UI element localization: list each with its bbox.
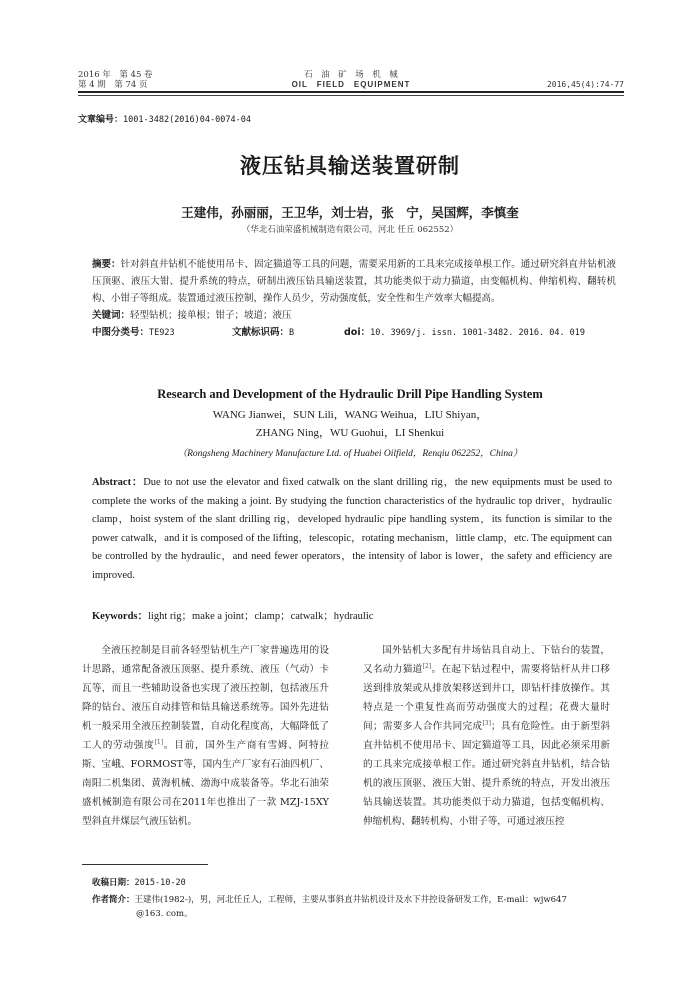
author-list-en-line1: WANG Jianwei，SUN Lili，WANG Weihua，LIU Shiyan， bbox=[212, 409, 488, 421]
author-list-en bbox=[0, 406, 700, 442]
body-right-text-1: 国外钻机大多配有井场钻具自动上、下钻台的装置，又名动力猫道 bbox=[363, 645, 610, 675]
abstract-cn-label: 摘要： bbox=[92, 259, 121, 270]
body-column-left bbox=[82, 641, 329, 831]
affiliation-en: （Rongsheng Machinery Manufacture Ltd. of Huabei Oilfield，Renqiu 062252，China） bbox=[177, 449, 523, 459]
affiliation: （华北石油荣盛机械制造有限公司，河北 任丘 062552） bbox=[241, 225, 459, 235]
body-right-text-3: ；具有危险性。由于新型斜直井钻机不使用吊卡、固定猫道等工具，因此必须采用新的工具来完成接单根工作。通过研究斜直井钻机，结合钻机的液压顶驱、液压大钳、提升系统的特点，开发出液压钻具输送装置。其功能类似于动力猫道，包括变幅机构、伸缩机构、翻转机构、小钳子等，可通过液压控 bbox=[363, 721, 611, 827]
abstract-cn bbox=[92, 256, 616, 307]
author-email-tail: @163. com。 bbox=[136, 909, 193, 919]
body-left-text-1: 全液压控制是目前各轻型钻机生产厂家普遍选用的设计思路，通常配备液压顶驱、提升系统、液压（气动）卡瓦等，而且一些辅助设备也实现了液压控制，包括液压升降的钻台、液压自动排管和钻具输送系统等。国外先进钻机一般采用全液压控制装置，自动化程度高，大幅降低了工人的劳动强度 bbox=[82, 645, 329, 751]
running-header bbox=[78, 70, 624, 92]
doc-code-label: 文献标识码： bbox=[232, 327, 290, 338]
citation-ref-1: [1] bbox=[154, 738, 164, 746]
header-journal-name bbox=[78, 70, 624, 90]
body-right-text-2: 。在起下钻过程中，需要将钻杆从井口移送到排放架或从排放架移送到井口，即钻杆排放操作。其特点是一个重复性高而劳动强度大的过程；花费大量时间；需要多人合作共同完成 bbox=[363, 664, 610, 732]
header-year-volume: 2016 年 第 45 卷 bbox=[78, 70, 153, 80]
abstract-cn-text: 针对斜直井钻机不能使用吊卡、固定猫道等工具的问题，需要采用新的工具来完成接单根工作。通过研究斜直井钻机液压顶驱、液压大钳、提升系统的特点，研制出液压钻具输送装置，其功能类似于动力猫道，由变幅机构、伸缩机构、翻转机构、小钳子等组成。装置通过液压控制，操作人员少，劳动强度低，安全性和生产效率大幅提高。 bbox=[92, 259, 616, 304]
keywords-en-text: light rig；make a joint；clamp；catwalk；hydraulic bbox=[148, 611, 374, 622]
footnote-rule bbox=[82, 864, 208, 865]
abstract-en-label: Abstract： bbox=[92, 477, 144, 488]
abstract-en bbox=[92, 474, 612, 585]
doi-value: 10. 3969/j. issn. 1001-3482. 2016. 04. 019 bbox=[370, 328, 586, 338]
keywords-cn bbox=[92, 307, 616, 324]
classification-row bbox=[92, 324, 616, 341]
author-list-en-line2: ZHANG Ning，WU Guohui，LI Shenkui bbox=[255, 427, 445, 439]
doi-label: doi： bbox=[344, 327, 371, 338]
keywords-cn-label: 关键词： bbox=[92, 310, 131, 321]
citation-ref-2: [2] bbox=[422, 662, 432, 670]
received-label: 收稿日期： bbox=[92, 878, 135, 888]
keywords-en-label: Keywords： bbox=[92, 611, 148, 622]
header-issue-page: 第 4 期 第 74 页 bbox=[78, 80, 148, 90]
body-left-text-2: 。目前，国外生产商有雪姆、阿特拉斯、宝峨、FORMOST等，国内生产厂家有石油四机厂、南阳二机集团、黄海机械、渤海中成装备等。华北石油荣盛机械制造有限公司在2011年也推出了一款 MZJ-15XY 型斜直井煤层气液压钻机。 bbox=[82, 740, 330, 827]
classification-value: TE923 bbox=[149, 328, 175, 338]
header-citation: 2016,45(4):74-77 bbox=[546, 80, 624, 89]
footnote-received bbox=[92, 876, 624, 890]
author-bio-text: 王建伟(1982-)，男，河北任丘人，工程师，主要从事斜直井钻机设计及水下井控设备研发工作，E-mail：wjw647 bbox=[134, 895, 567, 905]
abstract-en-text: Due to not use the elevator and fixed catwalk on the slant drilling rig，the new equipments must be used to complete the works of the making a joint. By studying the function characteristics of the hydraulic top driver，hydraulic clamp，hoist system of the slant drilling rig，developed hydraulic pipe handling system，its function is similar to the power catwalk，and it is composed of the lifting，telescopic，rotating mechanism，little clamp，etc. The equipment can be controlled by the hydraulic，and need fewer operators，the intensity of labor is lower，the safety and efficiency are improved. bbox=[92, 477, 612, 581]
paper-title: 液压钻具输送装置研制 bbox=[240, 154, 460, 178]
article-number-label: 文章编号： bbox=[78, 115, 124, 125]
keywords-cn-text: 轻型钻机；接单根；钳子；坡道；液压 bbox=[130, 310, 292, 321]
citation-ref-3: [3] bbox=[482, 719, 491, 727]
author-bio-label: 作者简介： bbox=[92, 895, 135, 905]
paper-title-en: Research and Development of the Hydraulic Drill Pipe Handling System bbox=[157, 387, 543, 401]
author-list: 王建伟，孙丽丽，王卫华，刘士岩，张 宁，吴国辉，李慎奎 bbox=[181, 205, 519, 220]
journal-name-en: OIL FIELD EQUIPMENT bbox=[291, 80, 411, 89]
classification-label: 中图分类号： bbox=[92, 327, 150, 338]
footnote-author-bio bbox=[92, 893, 624, 921]
keywords-en bbox=[92, 608, 612, 623]
doc-code-value: B bbox=[289, 328, 295, 338]
article-number bbox=[78, 112, 251, 125]
header-rule-thick bbox=[78, 91, 624, 93]
article-number-value: 1001-3482(2016)04-0074-04 bbox=[123, 115, 251, 125]
header-rule-thin bbox=[78, 95, 624, 96]
body-column-right bbox=[363, 641, 610, 831]
journal-name-cn: 石 油 矿 场 机 械 bbox=[304, 70, 398, 80]
received-date: 2015-10-20 bbox=[134, 878, 186, 888]
chinese-abstract-block bbox=[92, 256, 616, 341]
